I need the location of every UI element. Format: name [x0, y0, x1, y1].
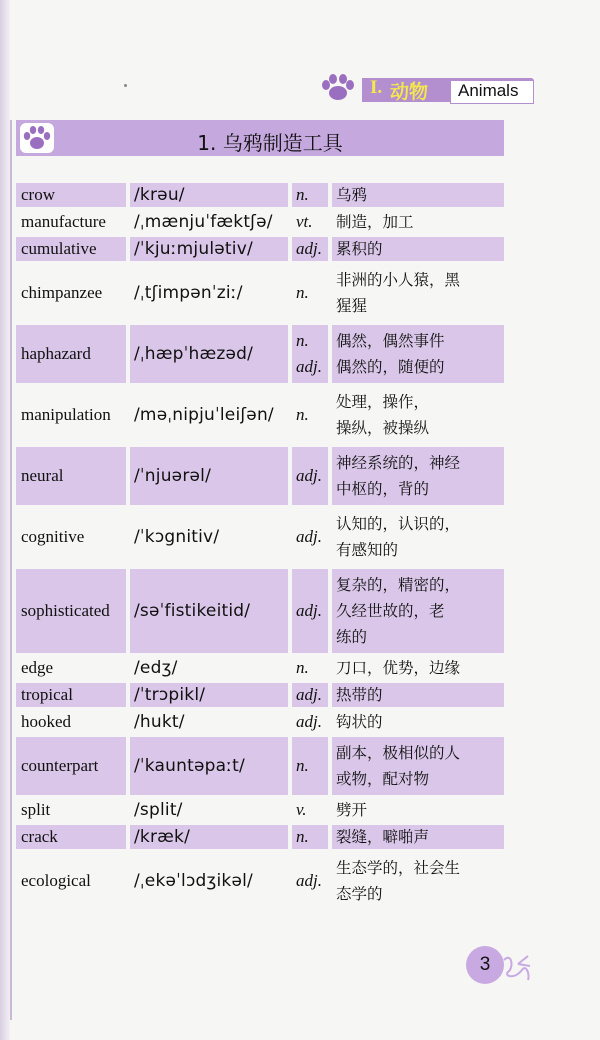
vocab-pos-text: n.	[296, 827, 309, 846]
vocab-row	[16, 210, 504, 234]
vocab-word-text: counterpart	[21, 756, 99, 775]
vocab-part-of-speech	[292, 183, 328, 207]
vocab-word	[16, 656, 126, 680]
vocab-part-of-speech	[292, 825, 328, 849]
vocab-phonetic-text: /səˈfistikeitid/	[134, 601, 251, 621]
vocab-phonetic-text: /ˌhæpˈhæzəd/	[134, 344, 254, 364]
vocab-meaning	[332, 183, 504, 207]
vocab-word-text: neural	[21, 466, 64, 485]
vocab-meaning	[332, 325, 504, 383]
vocab-phonetic-text: /ˌtʃimpənˈziː/	[134, 283, 243, 303]
vocab-word	[16, 710, 126, 734]
vocab-part-of-speech	[292, 710, 328, 734]
vocab-meaning-line: 副本，极相似的人	[336, 744, 461, 762]
vocab-phonetic-text: /edʒ/	[134, 658, 178, 678]
vocab-word	[16, 737, 126, 795]
vocab-row	[16, 569, 504, 653]
vocab-phonetic	[130, 737, 288, 795]
vocab-part-of-speech	[292, 447, 328, 505]
vocab-word	[16, 508, 126, 566]
vocab-phonetic-text: /ˈnjuərəl/	[134, 466, 212, 486]
vocab-phonetic	[130, 683, 288, 707]
vocab-meaning-line: 认知的，认识的，	[336, 515, 461, 533]
vocab-phonetic-text: /kræk/	[134, 827, 191, 847]
vocab-meaning	[332, 656, 504, 680]
ribbon-icon	[500, 950, 534, 989]
vocab-part-of-speech	[292, 210, 328, 234]
vocab-phonetic	[130, 210, 288, 234]
vocab-row	[16, 237, 504, 261]
vocab-word	[16, 210, 126, 234]
vocab-part-of-speech	[292, 737, 328, 795]
vocab-word	[16, 798, 126, 822]
vocab-phonetic	[130, 325, 288, 383]
page-edge-line	[10, 120, 12, 1020]
vocab-meaning-line: 复杂的，精密的，	[336, 576, 461, 594]
vocab-meaning-line: 劈开	[336, 801, 368, 819]
vocab-word-text: split	[21, 800, 51, 819]
vocab-word-text: edge	[21, 658, 54, 677]
vocab-word	[16, 183, 126, 207]
vocab-pos-text: adj.	[296, 466, 322, 485]
vocab-part-of-speech	[292, 569, 328, 653]
vocab-part-of-speech	[292, 656, 328, 680]
vocab-phonetic	[130, 237, 288, 261]
vocabulary-table	[16, 183, 504, 913]
vocab-part-of-speech	[292, 508, 328, 566]
vocab-part-of-speech	[292, 683, 328, 707]
vocab-row	[16, 447, 504, 505]
vocab-row	[16, 798, 504, 822]
vocab-meaning-line: 猩猩	[336, 297, 368, 315]
lesson-title-bar	[16, 120, 504, 156]
vocab-part-of-speech	[292, 237, 328, 261]
vocab-row	[16, 656, 504, 680]
vocab-meaning	[332, 386, 504, 444]
vocab-meaning-line: 处理，操作，	[336, 393, 430, 411]
vocab-pos-text: n.	[296, 756, 309, 775]
vocab-meaning-line: 神经系统的，神经	[336, 454, 461, 472]
vocab-phonetic-text: /məˌnipjuˈleiʃən/	[134, 405, 274, 425]
vocab-pos-text: n.	[296, 658, 309, 677]
vocab-row	[16, 710, 504, 734]
page-edge	[0, 0, 10, 1040]
vocab-word	[16, 825, 126, 849]
vocab-word-text: manipulation	[21, 405, 111, 424]
vocab-word-text: haphazard	[21, 344, 91, 363]
vocab-meaning-line: 态学的	[336, 885, 383, 903]
vocab-row	[16, 825, 504, 849]
vocab-meaning-line: 非洲的小人猿，黑	[336, 271, 461, 289]
vocab-word-text: cognitive	[21, 527, 85, 546]
vocab-word	[16, 386, 126, 444]
vocab-word-text: manufacture	[21, 212, 106, 231]
vocab-word	[16, 325, 126, 383]
vocab-phonetic	[130, 798, 288, 822]
vocab-row	[16, 183, 504, 207]
vocab-meaning-line: 累积的	[336, 240, 383, 258]
vocab-row	[16, 737, 504, 795]
vocab-meaning-line: 刀口，优势，边缘	[336, 659, 461, 677]
vocab-meaning-line: 偶然，偶然事件	[336, 332, 445, 350]
print-speck	[124, 84, 127, 87]
vocab-meaning-line: 生态学的，社会生	[336, 859, 461, 877]
vocab-pos-text: vt.	[296, 212, 313, 231]
vocab-meaning	[332, 737, 504, 795]
vocab-pos-text: adj.	[296, 527, 322, 546]
vocab-word	[16, 447, 126, 505]
vocab-word	[16, 569, 126, 653]
vocab-pos-text: adj.	[296, 239, 322, 258]
vocab-phonetic	[130, 569, 288, 653]
vocab-pos-text: n.	[296, 283, 309, 302]
vocab-row	[16, 264, 504, 322]
vocab-word-text: crow	[21, 185, 55, 204]
vocab-meaning-line: 中枢的，背的	[336, 480, 430, 498]
vocab-word	[16, 264, 126, 322]
vocab-phonetic	[130, 183, 288, 207]
vocab-word-text: cumulative	[21, 239, 97, 258]
vocab-word-text: ecological	[21, 871, 91, 890]
vocab-pos-text: adj.	[296, 357, 322, 376]
vocab-row	[16, 508, 504, 566]
paw-print-icon	[318, 72, 358, 104]
vocab-phonetic	[130, 656, 288, 680]
vocab-meaning-line: 钩状的	[336, 713, 383, 731]
vocab-row	[16, 325, 504, 383]
vocab-meaning-line: 久经世故的，老	[336, 602, 445, 620]
vocab-meaning	[332, 710, 504, 734]
vocab-meaning-line: 裂缝，噼啪声	[336, 828, 430, 846]
vocab-meaning-line: 有感知的	[336, 541, 399, 559]
vocab-pos-text: n.	[296, 331, 309, 350]
page-number: 3	[466, 946, 504, 984]
vocab-phonetic-text: /hukt/	[134, 712, 185, 732]
vocab-meaning-line: 制造，加工	[336, 213, 414, 231]
vocab-phonetic-text: /split/	[134, 800, 183, 820]
vocab-meaning-line: 偶然的，随便的	[336, 358, 445, 376]
vocab-pos-text: adj.	[296, 712, 322, 731]
vocab-part-of-speech	[292, 852, 328, 910]
vocab-phonetic-text: /krəu/	[134, 185, 185, 205]
vocab-word	[16, 852, 126, 910]
vocab-meaning	[332, 798, 504, 822]
section-header	[318, 72, 518, 104]
vocab-phonetic	[130, 825, 288, 849]
vocab-meaning-line: 或物，配对物	[336, 770, 430, 788]
vocab-phonetic-text: /ˈkɔgnitiv/	[134, 527, 220, 547]
vocab-meaning	[332, 683, 504, 707]
vocab-pos-text: v.	[296, 800, 307, 819]
vocab-meaning-line: 热带的	[336, 686, 383, 704]
vocab-meaning	[332, 237, 504, 261]
section-chinese-title: 动物	[390, 81, 429, 103]
vocab-meaning	[332, 264, 504, 322]
vocab-word-text: crack	[21, 827, 58, 846]
vocab-part-of-speech	[292, 386, 328, 444]
vocab-meaning	[332, 508, 504, 566]
vocab-pos-text: adj.	[296, 871, 322, 890]
vocab-phonetic-text: /ˈkauntəpaːt/	[134, 756, 245, 776]
vocab-phonetic-text: /ˈkjuːmjulətiv/	[134, 239, 253, 259]
vocab-pos-text: adj.	[296, 601, 322, 620]
vocab-phonetic	[130, 447, 288, 505]
vocab-part-of-speech	[292, 798, 328, 822]
vocab-phonetic	[130, 710, 288, 734]
vocab-meaning	[332, 447, 504, 505]
vocab-word-text: hooked	[21, 712, 72, 731]
vocab-phonetic	[130, 508, 288, 566]
vocab-meaning	[332, 825, 504, 849]
section-english-title: Animals	[458, 81, 519, 100]
vocab-part-of-speech	[292, 264, 328, 322]
vocab-word	[16, 237, 126, 261]
vocab-word	[16, 683, 126, 707]
vocab-row	[16, 683, 504, 707]
vocab-pos-text: adj.	[296, 685, 322, 704]
vocab-word-text: tropical	[21, 685, 73, 704]
vocab-row	[16, 386, 504, 444]
vocab-phonetic-text: /ˌmænjuˈfæktʃə/	[134, 212, 273, 232]
vocab-meaning-line: 乌鸦	[336, 186, 368, 204]
lesson-title: 1. 乌鸦制造工具	[197, 131, 343, 155]
section-numeral: I.	[370, 77, 383, 98]
vocab-phonetic-text: /ˈtrɔpikl/	[134, 685, 206, 705]
vocab-phonetic-text: /ˌekəˈlɔdʒikəl/	[134, 871, 253, 891]
vocab-phonetic	[130, 386, 288, 444]
vocab-row	[16, 852, 504, 910]
vocab-word-text: chimpanzee	[21, 283, 103, 302]
vocab-meaning	[332, 210, 504, 234]
vocab-meaning-line: 操纵，被操纵	[336, 419, 430, 437]
vocab-meaning	[332, 569, 504, 653]
vocab-phonetic	[130, 264, 288, 322]
vocab-pos-text: n.	[296, 185, 309, 204]
vocab-pos-text: n.	[296, 405, 309, 424]
vocab-word-text: sophisticated	[21, 601, 110, 620]
vocab-part-of-speech	[292, 325, 328, 383]
vocab-meaning	[332, 852, 504, 910]
vocab-meaning-line: 练的	[336, 628, 368, 646]
vocab-phonetic	[130, 852, 288, 910]
